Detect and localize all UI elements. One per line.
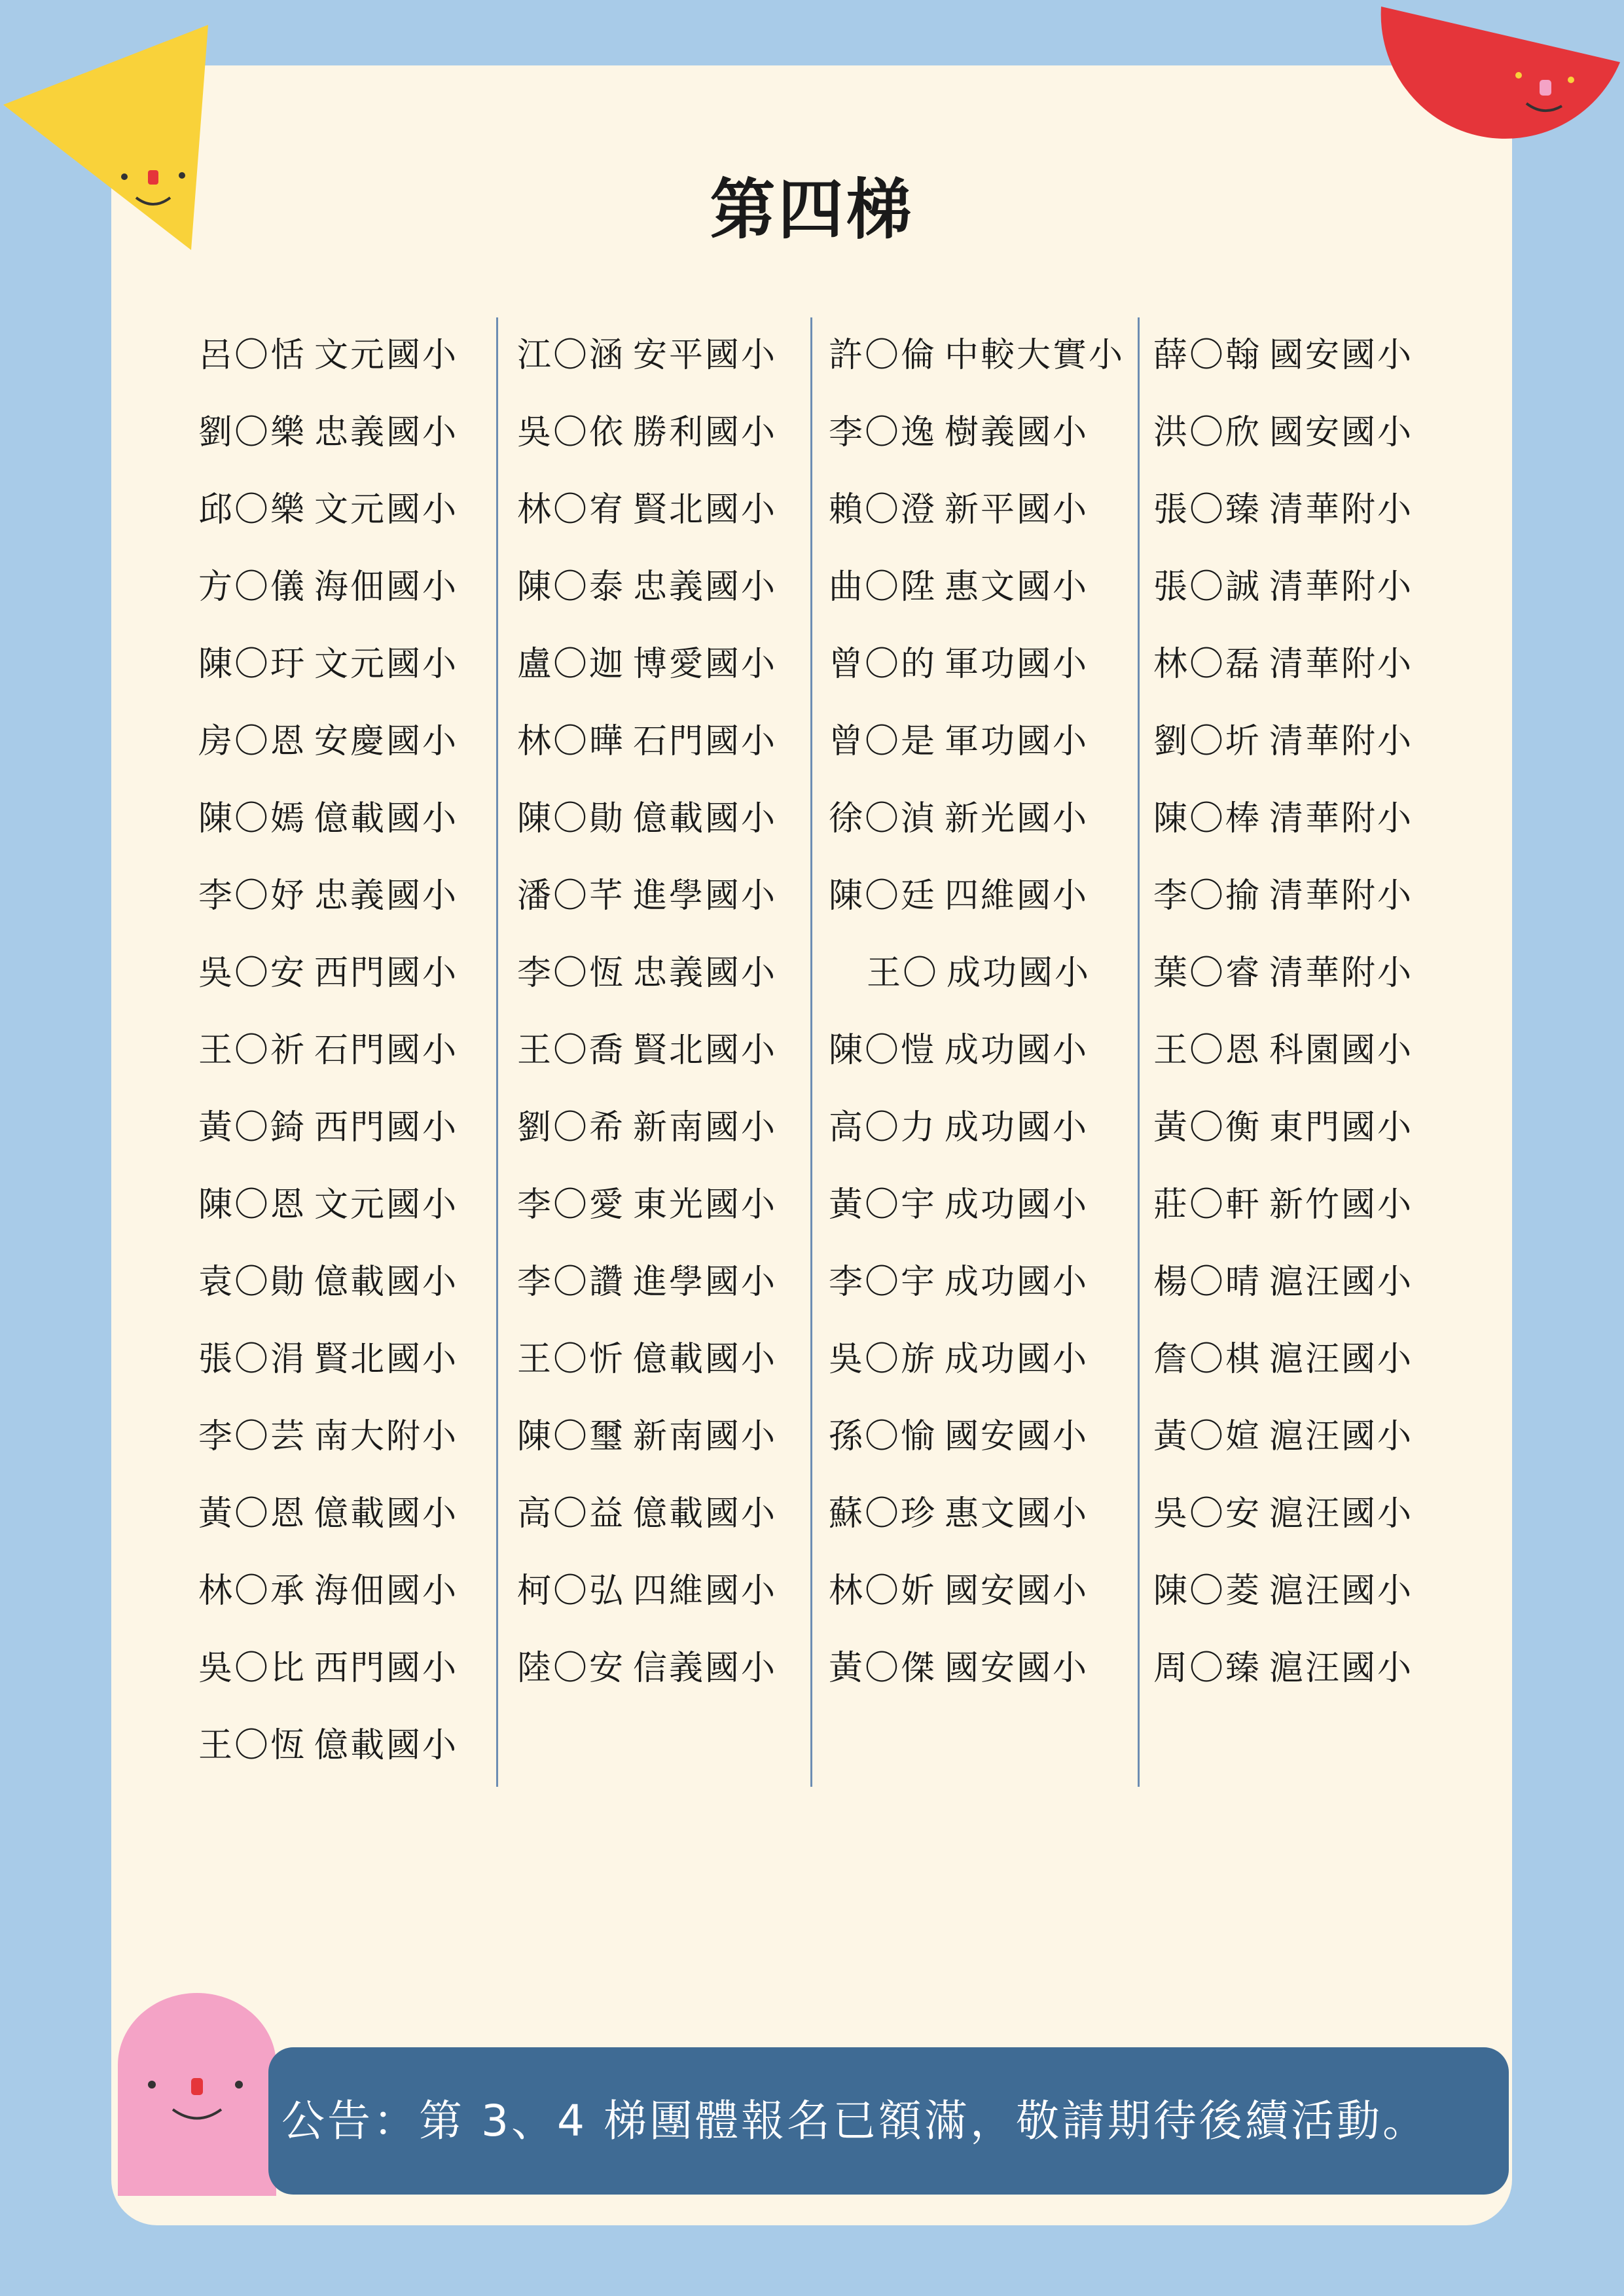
list-item [829, 474, 1136, 551]
column-divider [1138, 317, 1140, 1787]
school-name: 成功國小 [945, 1031, 1089, 1070]
school-name: 清華附小 [1269, 954, 1414, 993]
list-item [829, 937, 1136, 1014]
list-item [829, 551, 1136, 628]
list-item [198, 628, 506, 706]
list-item [517, 1323, 825, 1401]
list-item [829, 1014, 1136, 1092]
student-name: 洪〇欣 [1153, 413, 1262, 452]
red-semicircle-face-icon [1362, 0, 1624, 170]
student-name: 吳〇安 [1153, 1494, 1262, 1534]
list-item [198, 783, 506, 860]
school-name: 四維國小 [633, 1571, 778, 1611]
school-name: 四維國小 [945, 876, 1089, 916]
list-item [517, 319, 825, 397]
school-name: 中較大實小 [945, 336, 1125, 375]
school-name: 國安國小 [945, 1649, 1089, 1688]
student-name: 李〇宇 [829, 1263, 937, 1302]
list-item [198, 319, 506, 397]
list-item [517, 706, 825, 783]
list-item [829, 1169, 1136, 1246]
school-name: 清華附小 [1269, 645, 1414, 684]
school-name: 億載國小 [633, 799, 778, 838]
pink-ghost-face-icon [118, 1993, 276, 2196]
school-name: 清華附小 [1269, 490, 1414, 529]
school-name: 文元國小 [314, 336, 459, 375]
list-item [517, 1092, 825, 1169]
school-name: 新平國小 [945, 490, 1089, 529]
student-name: 陳〇棒 [1153, 799, 1262, 838]
list-item [198, 551, 506, 628]
list-item [198, 1246, 506, 1323]
student-name: 李〇愛 [517, 1185, 626, 1225]
school-name: 成功國小 [947, 954, 1091, 993]
list-item [1153, 397, 1461, 474]
list-item [198, 1092, 506, 1169]
student-name: 李〇芸 [198, 1417, 307, 1456]
school-name: 國安國小 [1269, 336, 1414, 375]
school-name: 國安國小 [945, 1417, 1089, 1456]
school-name: 賢北國小 [633, 1031, 778, 1070]
school-name: 軍功國小 [945, 722, 1089, 761]
student-name: 李〇恆 [517, 954, 626, 993]
list-item [517, 1555, 825, 1632]
school-name: 西門國小 [314, 1108, 459, 1147]
student-name: 柯〇弘 [517, 1571, 626, 1611]
school-name: 國安國小 [945, 1571, 1089, 1611]
student-name: 林〇宥 [517, 490, 626, 529]
school-name: 滬汪國小 [1269, 1340, 1414, 1379]
list-item [1153, 706, 1461, 783]
school-name: 億載國小 [633, 1340, 778, 1379]
student-name: 王〇恆 [198, 1726, 307, 1765]
announcement-text: 公告：第 3、4 梯團體報名已額滿，敬請期待後續活動。 [281, 2096, 1428, 2146]
list-item [1153, 551, 1461, 628]
student-name: 徐〇湞 [829, 799, 937, 838]
student-name: 李〇逸 [829, 413, 937, 452]
school-name: 新光國小 [945, 799, 1089, 838]
student-name: 許〇倫 [829, 336, 937, 375]
student-name: 王〇喬 [517, 1031, 626, 1070]
student-name: 黃〇衡 [1153, 1108, 1262, 1147]
student-name: 劉〇樂 [198, 413, 307, 452]
student-name: 曾〇的 [829, 645, 937, 684]
list-item [517, 397, 825, 474]
student-name: 黃〇宇 [829, 1185, 937, 1225]
school-name: 安慶國小 [314, 722, 459, 761]
student-name: 陳〇璽 [517, 1417, 626, 1456]
school-name: 新南國小 [633, 1417, 778, 1456]
list-item [517, 1246, 825, 1323]
student-name: 盧〇迦 [517, 645, 626, 684]
list-item [829, 1401, 1136, 1478]
student-name: 蘇〇珍 [829, 1494, 937, 1534]
list-item [1153, 860, 1461, 937]
student-name: 王〇忻 [517, 1340, 626, 1379]
student-name: 薛〇翰 [1153, 336, 1262, 375]
list-item [517, 860, 825, 937]
student-name: 袁〇勛 [198, 1263, 307, 1302]
school-name: 成功國小 [945, 1340, 1089, 1379]
list-item [829, 1555, 1136, 1632]
school-name: 億載國小 [314, 1726, 459, 1765]
list-item [1153, 783, 1461, 860]
student-name: 邱〇樂 [198, 490, 307, 529]
school-name: 億載國小 [314, 799, 459, 838]
name-column-3 [829, 319, 1136, 1710]
school-name: 清華附小 [1269, 567, 1414, 607]
school-name: 忠義國小 [633, 954, 778, 993]
school-name: 億載國小 [314, 1263, 459, 1302]
list-item [829, 1323, 1136, 1401]
student-name: 黃〇媗 [1153, 1417, 1262, 1456]
list-item [1153, 474, 1461, 551]
list-item [1153, 1555, 1461, 1632]
list-item [198, 474, 506, 551]
student-name: 楊〇晴 [1153, 1263, 1262, 1302]
student-name: 房〇恩 [198, 722, 307, 761]
list-item [517, 628, 825, 706]
school-name: 海佃國小 [314, 1571, 459, 1611]
list-item [1153, 1246, 1461, 1323]
list-item [829, 783, 1136, 860]
school-name: 科園國小 [1269, 1031, 1414, 1070]
school-name: 石門國小 [633, 722, 778, 761]
school-name: 惠文國小 [945, 567, 1089, 607]
list-item [1153, 1092, 1461, 1169]
student-name: 林〇曄 [517, 722, 626, 761]
school-name: 新南國小 [633, 1108, 778, 1147]
school-name: 滬汪國小 [1269, 1649, 1414, 1688]
student-name: 陳〇勛 [517, 799, 626, 838]
list-item [1153, 1632, 1461, 1710]
list-item [198, 1401, 506, 1478]
school-name: 滬汪國小 [1269, 1263, 1414, 1302]
list-item [1153, 937, 1461, 1014]
list-item [198, 1710, 506, 1787]
school-name: 勝利國小 [633, 413, 778, 452]
list-item [517, 1478, 825, 1555]
name-column-1 [198, 319, 506, 1787]
school-name: 文元國小 [314, 1185, 459, 1225]
student-name: 王〇恩 [1153, 1031, 1262, 1070]
list-item [829, 1632, 1136, 1710]
student-name: 陸〇安 [517, 1649, 626, 1688]
school-name: 成功國小 [945, 1263, 1089, 1302]
student-name: 江〇涵 [517, 336, 626, 375]
list-item [198, 1632, 506, 1710]
student-name: 李〇妤 [198, 876, 307, 916]
school-name: 南大附小 [314, 1417, 459, 1456]
school-name: 東門國小 [1269, 1108, 1414, 1147]
school-name: 忠義國小 [633, 567, 778, 607]
school-name: 清華附小 [1269, 799, 1414, 838]
list-item [198, 1014, 506, 1092]
student-name: 劉〇圻 [1153, 722, 1262, 761]
student-name: 張〇臻 [1153, 490, 1262, 529]
school-name: 文元國小 [314, 645, 459, 684]
student-name: 吳〇安 [198, 954, 307, 993]
student-name: 黃〇恩 [198, 1494, 307, 1534]
student-name: 陳〇菱 [1153, 1571, 1262, 1611]
student-name: 陳〇愷 [829, 1031, 937, 1070]
school-name: 清華附小 [1269, 876, 1414, 916]
list-item [517, 1632, 825, 1710]
student-name: 林〇承 [198, 1571, 307, 1611]
list-item [517, 937, 825, 1014]
student-name: 高〇益 [517, 1494, 626, 1534]
student-name: 曲〇陞 [829, 567, 937, 607]
page-title: 第四梯 [710, 171, 914, 248]
list-item [829, 706, 1136, 783]
list-item [1153, 1323, 1461, 1401]
student-name: 李〇讚 [517, 1263, 626, 1302]
student-name: 王〇 [867, 954, 939, 993]
list-item [198, 397, 506, 474]
school-name: 文元國小 [314, 490, 459, 529]
student-name: 吳〇旂 [829, 1340, 937, 1379]
school-name: 賢北國小 [314, 1340, 459, 1379]
list-item [1153, 1478, 1461, 1555]
school-name: 億載國小 [633, 1494, 778, 1534]
school-name: 國安國小 [1269, 413, 1414, 452]
list-item [198, 1323, 506, 1401]
school-name: 西門國小 [314, 1649, 459, 1688]
school-name: 成功國小 [945, 1108, 1089, 1147]
school-name: 信義國小 [633, 1649, 778, 1688]
student-name: 高〇力 [829, 1108, 937, 1147]
student-name: 劉〇希 [517, 1108, 626, 1147]
student-name: 潘〇芊 [517, 876, 626, 916]
school-name: 忠義國小 [314, 413, 459, 452]
student-name: 賴〇澄 [829, 490, 937, 529]
student-name: 林〇磊 [1153, 645, 1262, 684]
school-name: 軍功國小 [945, 645, 1089, 684]
list-item [517, 783, 825, 860]
student-name: 黃〇傑 [829, 1649, 937, 1688]
list-item [198, 706, 506, 783]
student-name: 葉〇睿 [1153, 954, 1262, 993]
school-name: 滬汪國小 [1269, 1494, 1414, 1534]
list-item [829, 860, 1136, 937]
student-name: 吳〇比 [198, 1649, 307, 1688]
list-item [829, 1246, 1136, 1323]
list-item [1153, 1169, 1461, 1246]
school-name: 海佃國小 [314, 567, 459, 607]
school-name: 新竹國小 [1269, 1185, 1414, 1225]
school-name: 進學國小 [633, 1263, 778, 1302]
list-item [198, 1169, 506, 1246]
school-name: 石門國小 [314, 1031, 459, 1070]
list-item [829, 1478, 1136, 1555]
student-name: 張〇誠 [1153, 567, 1262, 607]
list-item [1153, 1014, 1461, 1092]
school-name: 億載國小 [314, 1494, 459, 1534]
school-name: 西門國小 [314, 954, 459, 993]
list-item [198, 1478, 506, 1555]
list-item [517, 1401, 825, 1478]
school-name: 忠義國小 [314, 876, 459, 916]
student-name: 黃〇錡 [198, 1108, 307, 1147]
list-item [198, 1555, 506, 1632]
list-item [1153, 319, 1461, 397]
student-name: 陳〇玗 [198, 645, 307, 684]
school-name: 安平國小 [633, 336, 778, 375]
school-name: 賢北國小 [633, 490, 778, 529]
student-name: 林〇妡 [829, 1571, 937, 1611]
student-name: 詹〇棋 [1153, 1340, 1262, 1379]
student-name: 呂〇恬 [198, 336, 307, 375]
list-item [198, 860, 506, 937]
school-name: 滬汪國小 [1269, 1417, 1414, 1456]
student-name: 周〇臻 [1153, 1649, 1262, 1688]
student-name: 孫〇愉 [829, 1417, 937, 1456]
student-name: 吳〇依 [517, 413, 626, 452]
school-name: 樹義國小 [945, 413, 1089, 452]
student-name: 曾〇是 [829, 722, 937, 761]
school-name: 進學國小 [633, 876, 778, 916]
list-item [829, 319, 1136, 397]
student-name: 李〇揄 [1153, 876, 1262, 916]
school-name: 清華附小 [1269, 722, 1414, 761]
list-item [517, 1169, 825, 1246]
student-name: 陳〇泰 [517, 567, 626, 607]
name-column-2 [517, 319, 825, 1710]
list-item [517, 551, 825, 628]
student-name: 陳〇恩 [198, 1185, 307, 1225]
student-name: 莊〇軒 [1153, 1185, 1262, 1225]
list-item [517, 474, 825, 551]
student-name: 陳〇廷 [829, 876, 937, 916]
list-item [829, 628, 1136, 706]
list-item [829, 1092, 1136, 1169]
school-name: 博愛國小 [633, 645, 778, 684]
school-name: 惠文國小 [945, 1494, 1089, 1534]
list-item [517, 1014, 825, 1092]
student-name: 王〇祈 [198, 1031, 307, 1070]
student-name: 方〇儀 [198, 567, 307, 607]
school-name: 滬汪國小 [1269, 1571, 1414, 1611]
list-item [1153, 628, 1461, 706]
school-name: 成功國小 [945, 1185, 1089, 1225]
school-name: 東光國小 [633, 1185, 778, 1225]
list-item [829, 397, 1136, 474]
list-item [198, 937, 506, 1014]
student-name: 張〇涓 [198, 1340, 307, 1379]
list-item [1153, 1401, 1461, 1478]
student-name: 陳〇嫣 [198, 799, 307, 838]
name-column-4 [1153, 319, 1461, 1710]
